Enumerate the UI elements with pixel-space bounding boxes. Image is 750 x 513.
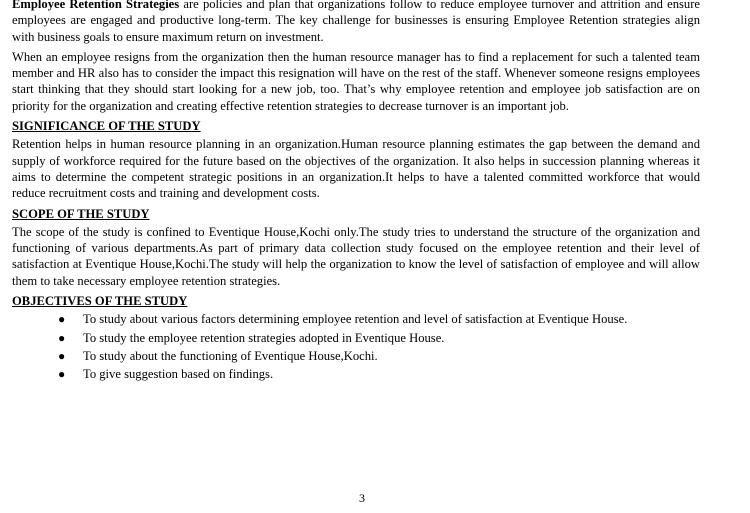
objective-item — [12, 366, 700, 382]
scope-heading: SCOPE OF THE STUDY — [12, 206, 150, 221]
objectives-list — [12, 311, 700, 382]
significance-heading: SIGNIFICANCE OF THE STUDY — [12, 119, 201, 134]
objective-text: To study about various factors determining employee retention and level of satisfaction at Eventique House. — [83, 312, 628, 327]
objective-text: To study about the functioning of Eventique House,Kochi. — [83, 348, 378, 363]
objective-text: To give suggestion based on findings. — [83, 367, 274, 382]
objective-item — [12, 330, 700, 346]
objective-text: To study the employee retention strategies adopted in Eventique House. — [83, 330, 445, 345]
intro-paragraph — [12, 0, 700, 45]
bullet-icon: ● — [58, 312, 66, 327]
objective-item — [12, 311, 700, 327]
page-number: 3 — [359, 491, 365, 505]
bullet-icon: ● — [58, 348, 66, 363]
significance-paragraph: Retention helps in human resource planning in an organization.Human resource planning estimates the gap between the demand and supply of workforce required for the future based on the objectives of the organization. It also helps in succession planning whereas it aims to determine the competent strategic positions in an organization.It helps to have a talented committed workforce that would reduce recruitment costs and training and development costs. — [12, 137, 700, 201]
bullet-icon: ● — [58, 330, 66, 345]
intro-lead-term: Employee Retention Strategies — [12, 0, 180, 11]
scope-paragraph: The scope of the study is confined to Eventique House,Kochi only.The study tries to understand the structure of the organization and functioning of various departments.As part of primary data collection study focused on the employee retention and their level of satisfaction at Eventique House,Kochi.The study will help the organization to know the level of satisfaction of employee and will allow them to take necessary employee retention strategies. — [12, 224, 700, 288]
bullet-icon: ● — [58, 367, 66, 382]
resignation-paragraph: When an employee resigns from the organization then the human resource manager has to find a replacement for such a talented team member and HR also has to consider the impact this resignation will have on the rest of the staff. Whenever someone resigns employees start thinking that they should start looking for a new job, too. That’s why employee retention and employee job satisfaction are on priority for the organization and creating effective retention strategies to decrease turnover is an important job. — [12, 49, 700, 113]
objective-item — [12, 348, 700, 364]
intro-text: are policies and plan that organizations follow to reduce employee turnover and attrition and ensure employees are engaged and productive long-term. The key challenge for businesses is ensuring Employee Retention strategies align with business goals to ensure maximum return on investment. — [12, 0, 700, 44]
document-page — [12, 0, 700, 385]
objectives-heading: OBJECTIVES OF THE STUDY — [12, 294, 188, 309]
